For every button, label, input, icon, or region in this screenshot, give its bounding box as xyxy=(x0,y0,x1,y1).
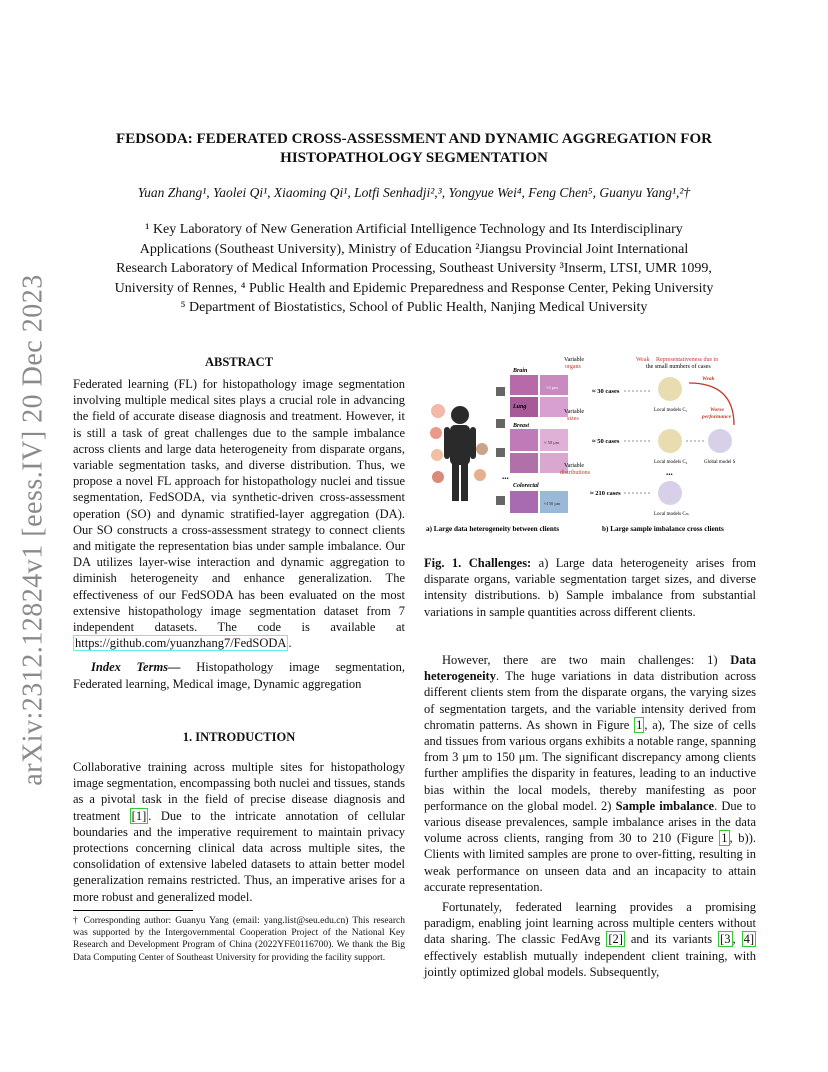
abstract-text: Federated learning (FL) for histopathology image segmentation involving multiple medical sites plays a crucial role in advancing the field of accurate disease diagnosis and treatment. However, it is still a task of great challenges due to the sample imbalance across clients and large data heterogeneity from disparate organs, variable segmentation tasks, and diverse distribution. Thus, we propose a novel FL approach for histopathology nuclei and tissue segmentation, FedSODA, via synthetic-driven cross-assessment operation (SO) and dynamic stratified-layer aggregation (DA). Our SO constructs a cross-assessment strategy to connect clients and mitigate the representation bias under sample imbalance. Our DA utilizes layer-wise interaction and dynamic aggregation to diminish heterogeneity and enhance generalization. The effectiveness of our FedSODA has been evaluated on the most extensive histopathology image segmentation dataset from 7 independent datasets. The code is available at xyxy=(73,377,405,635)
label-variable-dist-2: distributions xyxy=(560,470,591,476)
local-c1: Local models C₁ xyxy=(654,408,688,413)
text-span: . The huge variations in data distribution across different clients stem from the disparate organs, the varying sizes of segmentation targets, and the variable intensity derived from chromatin patterns. As shown in Figure xyxy=(424,669,756,732)
abstract-heading: ABSTRACT xyxy=(204,355,274,369)
challenges-paragraph xyxy=(424,652,756,895)
hospital-icon xyxy=(496,419,505,428)
text-span: However, there are two main challenges: 1) xyxy=(442,653,731,667)
hospital-icons xyxy=(496,387,505,505)
text-span: , a), The size of cells and tissues from various organs exhibits a notable range, spanning from 3 μm to 150 μm. The significant discrepancy among clients further amplifies the disparity in features, leading to an inductive bias within the local models, thereby manifesting as poor performance on the global model. 2) xyxy=(424,717,756,813)
bold-sample-imbalance: Sample imbalance xyxy=(615,798,715,813)
cases-210: ≈ 210 cases xyxy=(590,490,621,497)
index-terms-text: Histopathology image segmentation, Federated learning, Medical image, Dynamic aggregation xyxy=(73,660,405,691)
weak-label: Weak xyxy=(702,376,715,382)
intro-heading: 1. INTRODUCTION xyxy=(182,730,296,744)
figure-1-caption xyxy=(424,555,756,620)
footnote: † Corresponding author: Guanyu Yang (email: yang.list@seu.edu.cn) This research was supported by the Intergovernmental Cooperation Project of the National Key Research and Development Program of China (2022YFE0116700). We thank the Big Data Computing Center of Southeast University for providing the facility support. xyxy=(73,916,405,963)
subfigure-b-label: b) Large sample imbalance cross clients xyxy=(602,525,724,533)
index-terms-label: Index Terms— xyxy=(91,660,181,675)
intro-text-b: . Due to the intricate annotation of cellular boundaries and the imperative requirement to maintain privacy protections concerning clinical data across multiple sites, the consolidation of extensive labeled datasets to attain better model generalization remains restricted. Thus, an imperative arises for a more robust and generalized model. xyxy=(73,808,406,904)
affiliation-line: Research Laboratory of Medical Information Processing, Southeast University ³Inserm, LTSI, UMR 1099, xyxy=(116,261,712,276)
caption-text: a) Large data heterogeneity arises from disparate organs, variable segmentation target sizes, and diverse intensity distributions. b) Sample imbalance from substantial variations in sample quantities across different clients. xyxy=(424,556,757,619)
abstract-body xyxy=(73,376,405,692)
abstract-end: . xyxy=(288,636,292,651)
figure-ref-1b[interactable]: 1 xyxy=(721,831,728,846)
label-variable-sizes-2: sizes xyxy=(567,416,579,422)
figure-1-graphic xyxy=(424,353,756,535)
text-span: , xyxy=(732,932,742,947)
organ-label-lung: Lung xyxy=(513,404,527,410)
global-s: Global model S xyxy=(704,460,736,465)
hospital-icon xyxy=(496,496,505,505)
caption-label: Fig. 1 xyxy=(424,556,459,570)
network-icon-global xyxy=(708,429,732,453)
prostate-icon xyxy=(474,469,486,481)
text-span: . Due to various disease prevalences, sample imbalance arises in the data volume across clients, ranging from 30 to 210 (Figure xyxy=(424,798,756,846)
citation-1[interactable]: [1] xyxy=(131,808,147,823)
subfigure-a-label: a) Large data heterogeneity between clients xyxy=(426,525,560,533)
label-weak-header: Weak xyxy=(636,357,650,363)
text-span: effectively establish mutually independent client training, with jointly optimized global models. Subsequently, xyxy=(424,948,756,979)
organ-label-breast: Breast xyxy=(513,423,530,429)
citation-3[interactable]: [3 xyxy=(720,932,731,947)
citation-4[interactable]: 4] xyxy=(743,932,755,947)
worse-perf-2: performance xyxy=(702,414,732,420)
scale-50um: ≈ 50 μm xyxy=(544,440,560,445)
figure-ellipsis-left: ... xyxy=(502,471,509,481)
affiliation-line: Applications (Southeast University), Ministry of Education ²Jiangsu Provincial Joint International xyxy=(139,241,689,257)
introduction-section xyxy=(73,730,405,905)
kidney-icon xyxy=(476,443,488,455)
figure-ref-1[interactable]: 1 xyxy=(636,717,643,732)
figure-ellipsis-right: ... xyxy=(666,467,673,477)
label-variable-organs-1: Variable xyxy=(564,357,584,363)
label-repr-header: Representativeness due to xyxy=(656,357,719,363)
hospital-icon xyxy=(496,387,505,396)
label-variable-dist-1: Variable xyxy=(564,463,584,469)
author-list: Yuan Zhang¹, Yaolei Qi¹, Xiaoming Qi¹, Lotfi Senhadji²,³, Yongyue Wei⁴, Feng Chen⁵, Guanyu Yang¹,²† xyxy=(137,185,691,200)
title-line-1: FEDSODA: FEDERATED CROSS-ASSESSMENT AND DYNAMIC AGGREGATION FOR xyxy=(116,131,712,147)
scale-3um: ≈3 μm xyxy=(546,385,558,390)
cases-30: ≈ 30 cases xyxy=(592,388,620,395)
arxiv-id-text: arXiv:2312.12824v1 [eess.IV] 20 Dec 2023 xyxy=(18,274,50,786)
footnote-rule xyxy=(73,910,193,911)
affiliation-line: ⁵ Department of Biostatistics, School of Public Health, Nanjing Medical University xyxy=(180,300,648,315)
network-icon-c2 xyxy=(658,429,682,453)
text-span: , b)). Clients with limited samples are prone to over-fitting, resulting in weak performance on unseen data and an incapacity to attain accurate representation. xyxy=(424,831,756,894)
scale-150um: ≈150 μm xyxy=(544,501,561,506)
hospital-icon xyxy=(496,448,505,457)
right-column-body xyxy=(424,652,756,980)
organ-label-brain: Brain xyxy=(513,368,528,374)
affiliations xyxy=(78,220,750,318)
brain-icon xyxy=(431,404,445,418)
organ-label-colorectal: Colorectal xyxy=(513,483,539,489)
code-link[interactable]: https://github.com/yuanzhang7/FedSODA xyxy=(75,636,287,651)
caption-head: . Challenges: xyxy=(458,556,532,570)
arxiv-stamp xyxy=(14,274,54,786)
cases-50: ≈ 50 cases xyxy=(592,438,620,445)
person-silhouette xyxy=(444,406,476,501)
local-cm: Local models Cₘ xyxy=(654,512,689,517)
worse-perf-1: Worse xyxy=(710,407,724,413)
title-line-2: HISTOPATHOLOGY SEGMENTATION xyxy=(280,150,548,166)
histology-tiles xyxy=(510,375,568,513)
affiliation-line: University of Rennes, ⁴ Public Health and Epidemic Preparedness and Response Center, Peking University xyxy=(114,280,714,296)
intro-body xyxy=(73,759,405,905)
affiliation-line: ¹ Key Laboratory of New Generation Artificial Intelligence Technology and Its Interdisciplinary xyxy=(145,222,683,237)
abstract-section xyxy=(73,355,405,692)
label-variable-sizes-1: Variable xyxy=(564,409,584,415)
text-span: and its variants xyxy=(624,932,719,947)
fl-paragraph xyxy=(424,899,756,980)
network-icon-c1 xyxy=(658,377,682,401)
breast-icon xyxy=(431,449,443,461)
bold-data-heterogeneity: Data heterogeneity xyxy=(424,653,756,684)
citation-2[interactable]: [2] xyxy=(608,932,623,947)
paper-title xyxy=(90,130,738,168)
text-span: Fortunately, federated learning provides a promising paradigm, enabling joint learning across multiple centers without data sharing. The classic FedAvg xyxy=(424,900,756,947)
lung-icon xyxy=(430,427,442,439)
label-small-cases: the small numbers of cases xyxy=(646,364,711,370)
figure-1 xyxy=(424,353,756,535)
colon-icon xyxy=(432,471,444,483)
intro-text-a: Collaborative training across multiple sites for histopathology image segmentation, encompassing both nuclei and tissues, stands as a pivotal task in the field of precise disease diagnosis and treatment xyxy=(73,760,405,823)
local-c2: Local models C₂ xyxy=(654,460,688,465)
index-terms xyxy=(73,659,405,691)
label-variable-organs-2: organs xyxy=(565,364,581,370)
network-icon-cm xyxy=(658,481,682,505)
